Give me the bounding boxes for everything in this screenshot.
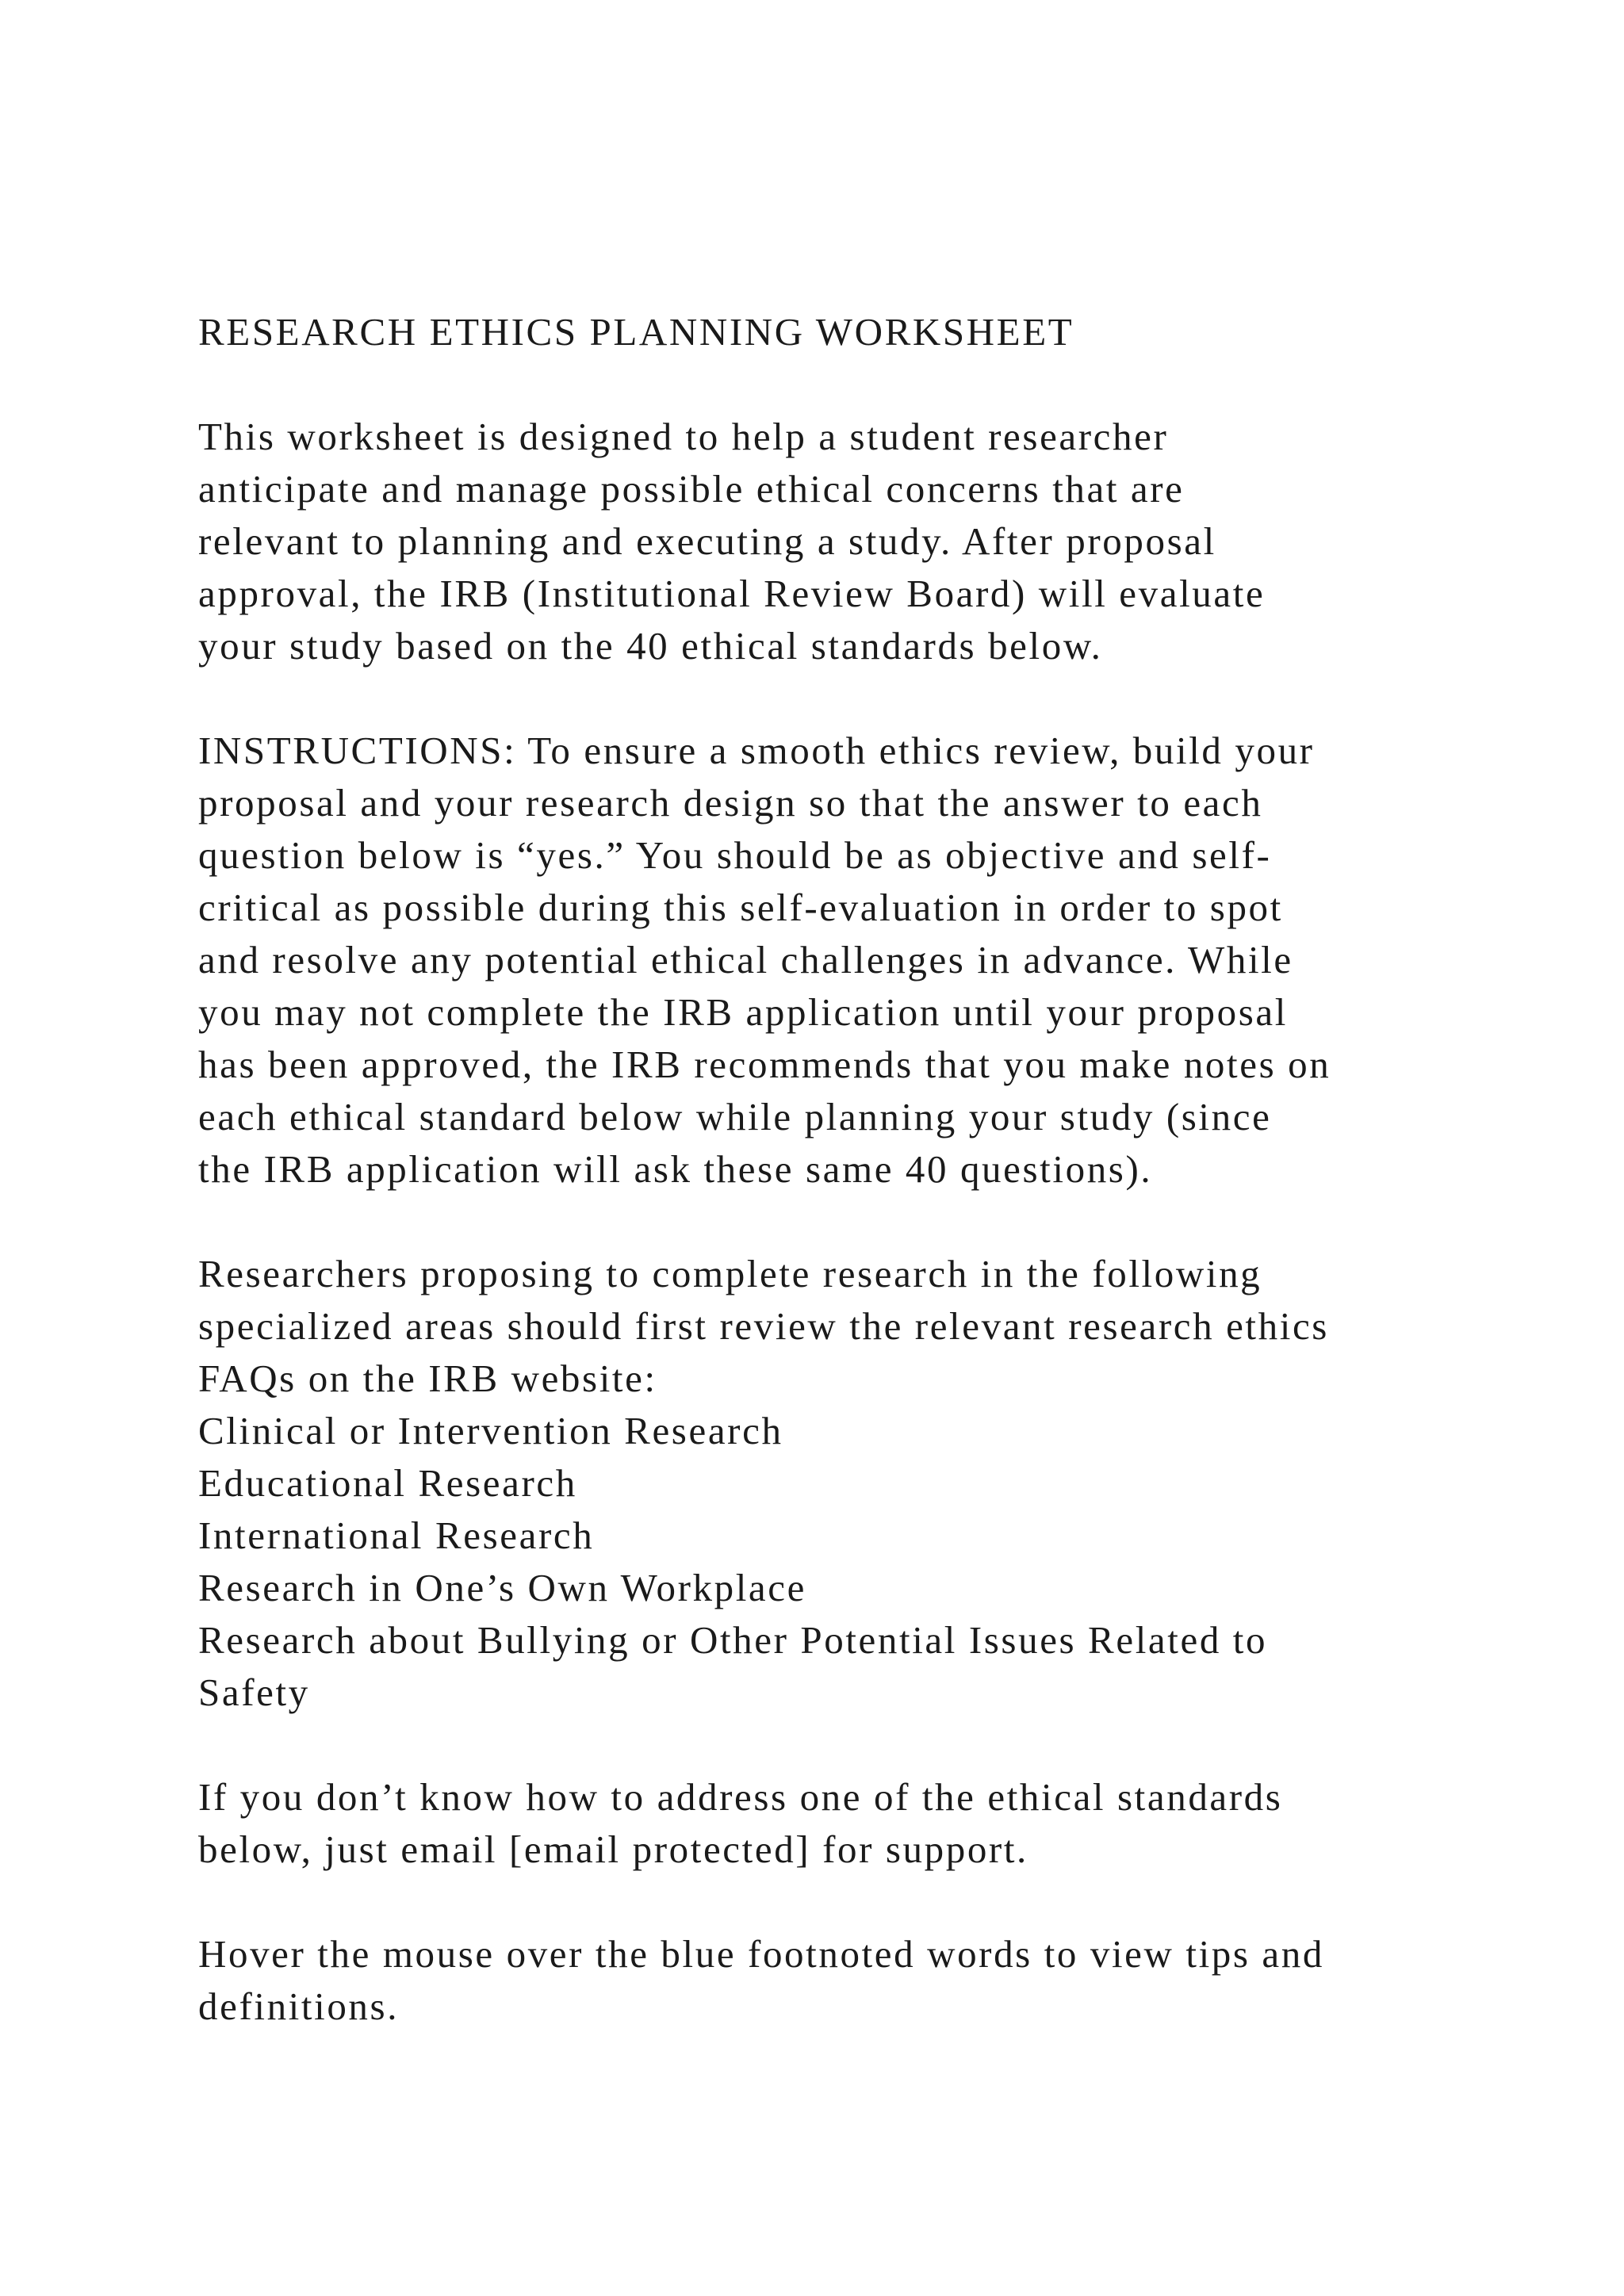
instructions-line: and resolve any potential ethical challenges in advance. While: [198, 938, 1293, 982]
instructions-line: INSTRUCTIONS: To ensure a smooth ethics review, build your: [198, 729, 1315, 772]
specialized-intro: [198, 1248, 1499, 1405]
list-item: Research in One’s Own Workplace: [198, 1566, 806, 1609]
specialized-intro-line: FAQs on the IRB website:: [198, 1357, 657, 1400]
instructions-line: question below is “yes.” You should be as objective and self-: [198, 833, 1272, 877]
intro-line: anticipate and manage possible ethical concerns that are: [198, 467, 1185, 511]
worksheet-page: [198, 306, 1499, 2085]
hover-tip-paragraph: [198, 1928, 1499, 2033]
hover-tip-line: definitions.: [198, 1984, 400, 2028]
list-item: Safety: [198, 1670, 310, 1714]
intro-paragraph: [198, 411, 1499, 672]
instructions-line: has been approved, the IRB recommends that you make notes on: [198, 1043, 1331, 1086]
instructions-line: critical as possible during this self-evaluation in order to spot: [198, 886, 1283, 929]
instructions-paragraph: [198, 725, 1499, 1196]
list-item: Clinical or Intervention Research: [198, 1409, 783, 1452]
intro-line: This worksheet is designed to help a student researcher: [198, 415, 1169, 458]
intro-line: relevant to planning and executing a study. After proposal: [198, 519, 1216, 563]
list-item: International Research: [198, 1513, 595, 1557]
document-title: [198, 306, 1499, 358]
support-line: If you don’t know how to address one of the ethical standards: [198, 1775, 1283, 1819]
instructions-line: proposal and your research design so that the answer to each: [198, 781, 1263, 825]
specialized-areas-list: [198, 1405, 1499, 1719]
specialized-areas-section: [198, 1248, 1499, 1719]
intro-line: your study based on the 40 ethical standards below.: [198, 624, 1103, 668]
intro-line: approval, the IRB (Institutional Review Board) will evaluate: [198, 572, 1266, 615]
hover-tip-line: Hover the mouse over the blue footnoted words to view tips and: [198, 1932, 1324, 1976]
specialized-intro-line: specialized areas should first review the relevant research ethics: [198, 1304, 1329, 1348]
list-item: Research about Bullying or Other Potential Issues Related to: [198, 1618, 1268, 1662]
support-paragraph: [198, 1771, 1499, 1876]
specialized-intro-line: Researchers proposing to complete research in the following: [198, 1252, 1262, 1295]
instructions-line: the IRB application will ask these same 40 questions).: [198, 1147, 1153, 1191]
instructions-line: each ethical standard below while planning your study (since: [198, 1095, 1272, 1138]
instructions-line: you may not complete the IRB application until your proposal: [198, 990, 1288, 1034]
title-line: RESEARCH ETHICS PLANNING WORKSHEET: [198, 310, 1074, 354]
support-line: below, just email [email protected] for support.: [198, 1827, 1028, 1871]
list-item: Educational Research: [198, 1461, 577, 1505]
